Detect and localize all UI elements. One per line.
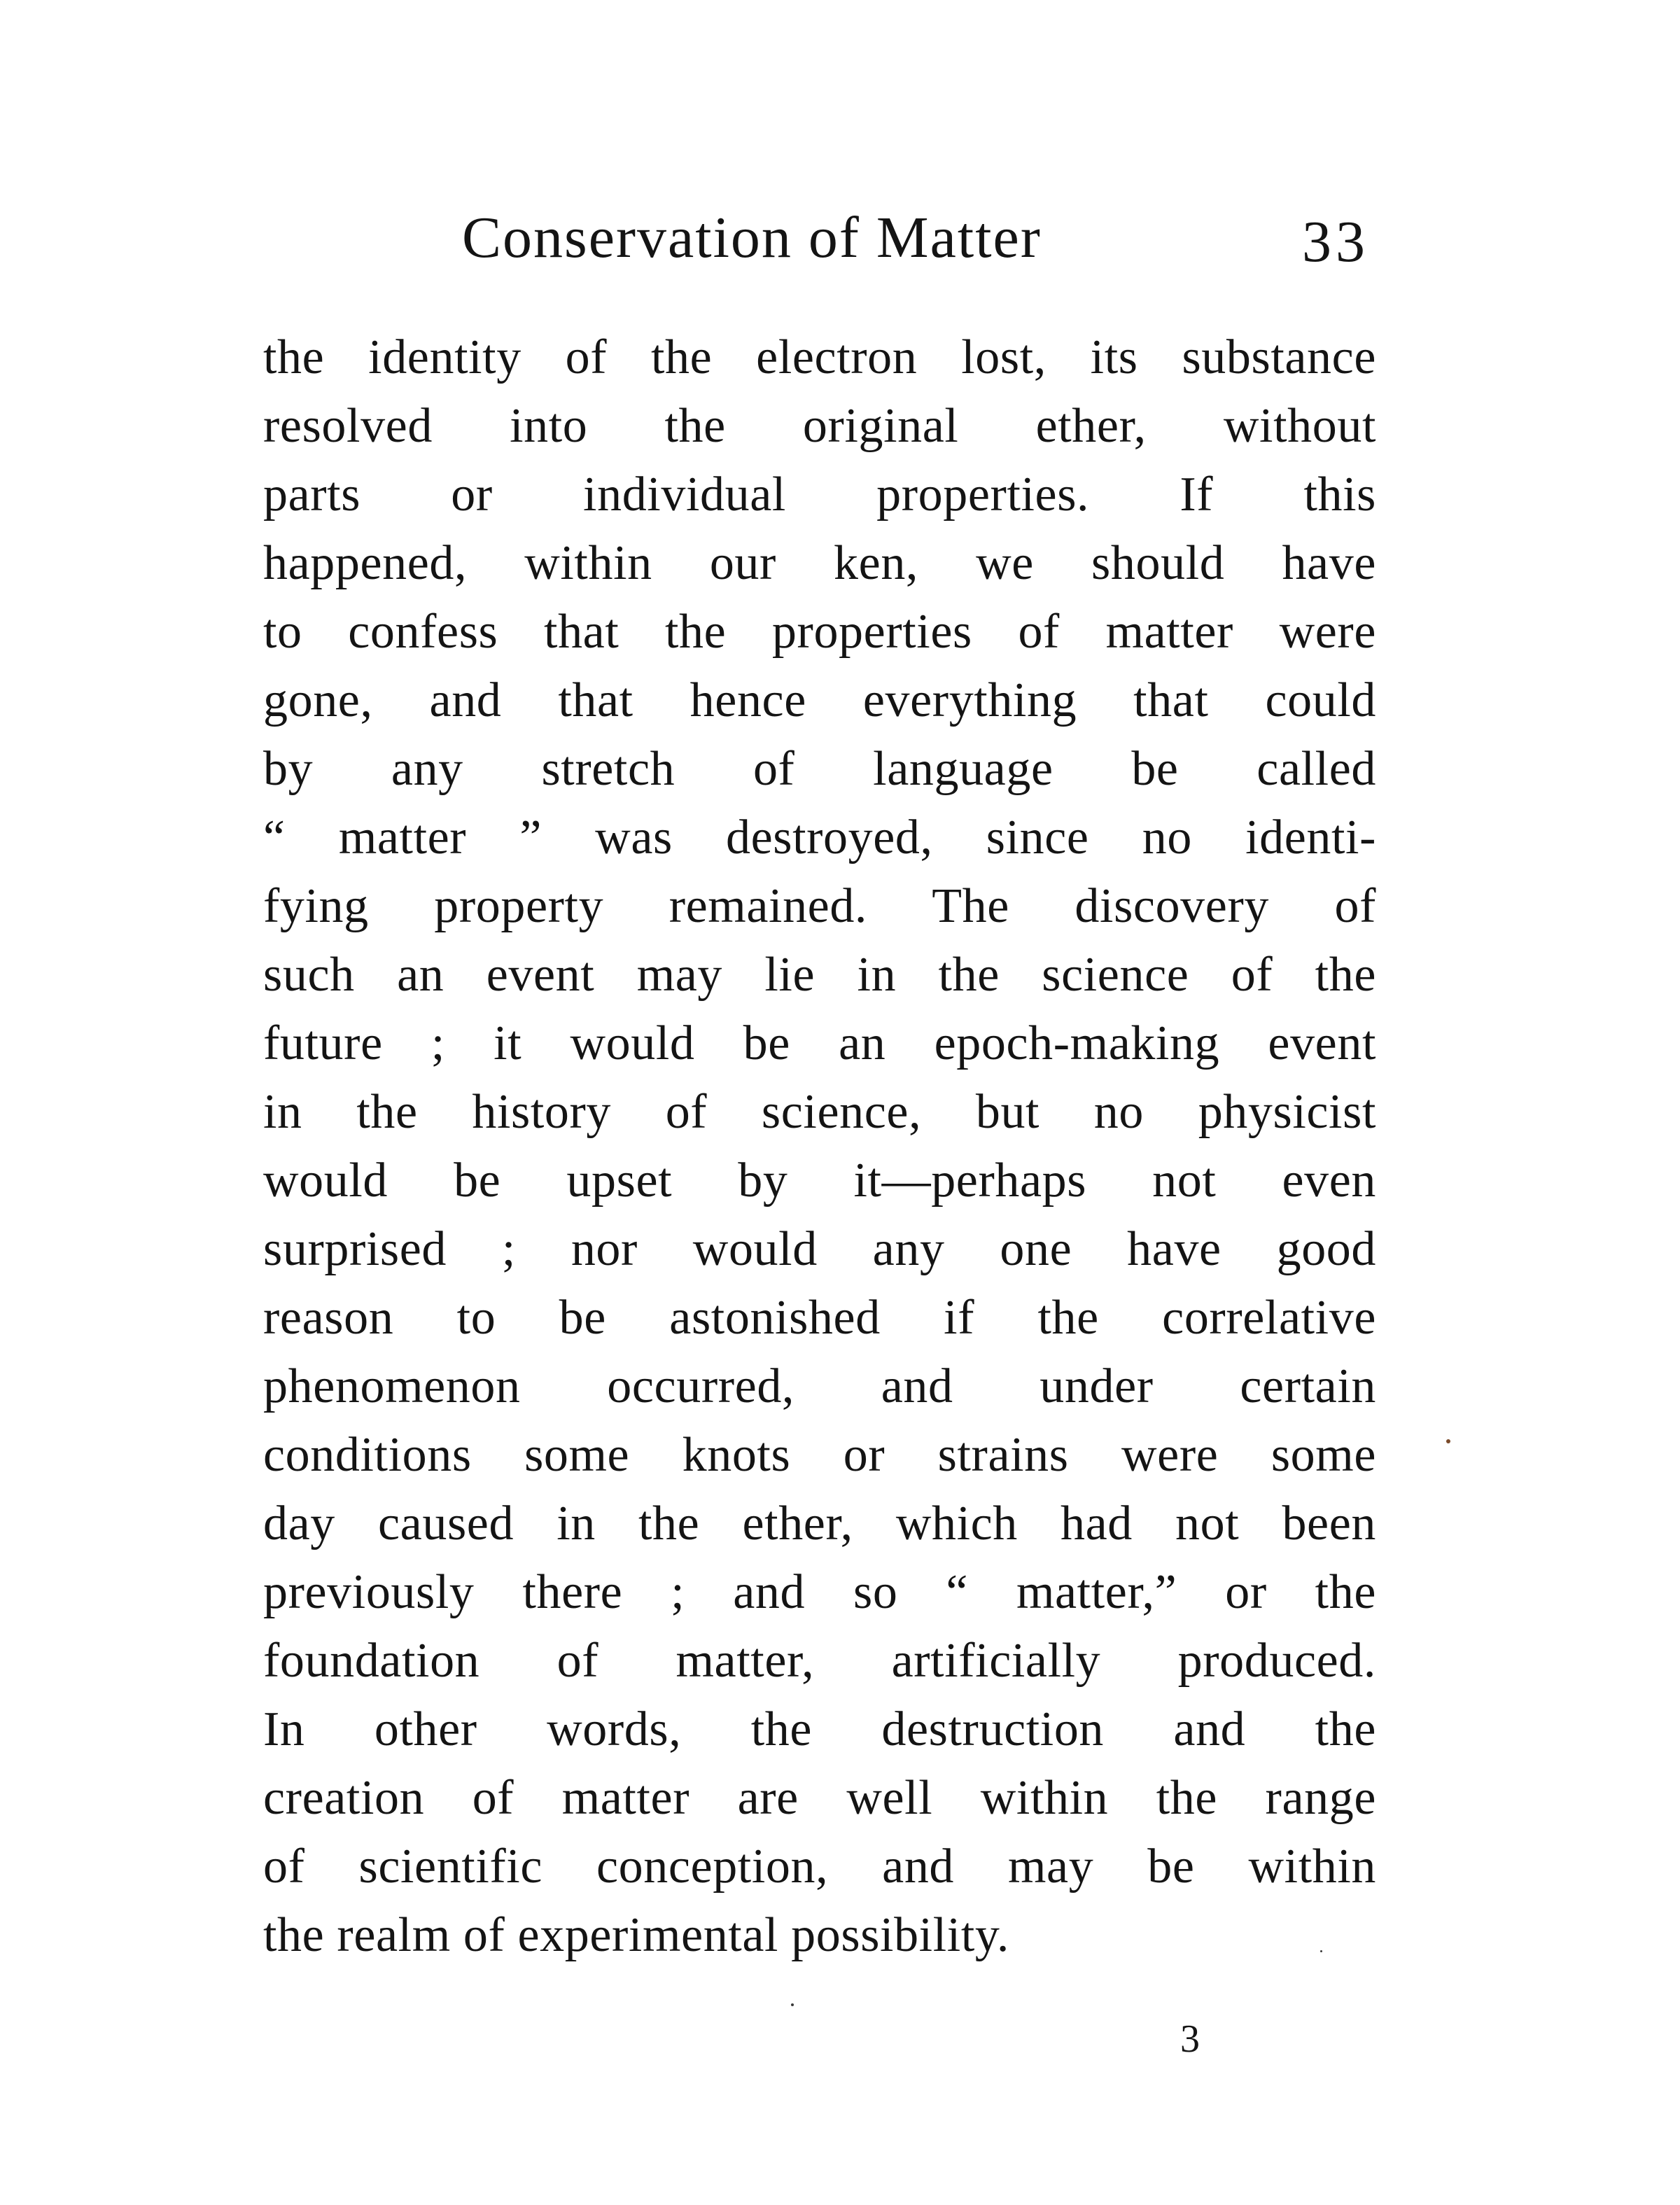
text-line: happened, within our ken, we should have: [263, 536, 1376, 590]
text-line: day caused in the ether, which had not been: [263, 1497, 1376, 1550]
text-line: conditions some knots or strains were some: [263, 1428, 1376, 1482]
text-line: resolved into the original ether, without: [263, 399, 1376, 453]
text-line: would be upset by it—perhaps not even: [263, 1154, 1376, 1208]
text-line: foundation of matter, artificially produced.: [263, 1634, 1376, 1688]
text-line: the identity of the electron lost, its substance: [263, 330, 1376, 384]
text-line: in the history of science, but no physicist: [263, 1085, 1376, 1139]
text-line: such an event may lie in the science of the: [263, 948, 1376, 1002]
running-head: [263, 196, 1383, 280]
text-line: creation of matter are well within the range: [263, 1771, 1376, 1825]
text-line: future ; it would be an epoch-making event: [263, 1016, 1376, 1070]
page-number: 33: [1302, 209, 1369, 274]
print-speck: [1320, 1950, 1322, 1952]
print-speck: [791, 2003, 794, 2006]
signature-mark: 3: [1180, 2017, 1200, 2061]
text-line: by any stretch of language be called: [263, 742, 1376, 796]
text-line: gone, and that hence everything that could: [263, 673, 1376, 727]
text-line: surprised ; nor would any one have good: [263, 1222, 1376, 1276]
text-line: of scientific conception, and may be within: [263, 1840, 1376, 1893]
text-line: phenomenon occurred, and under certain: [263, 1359, 1376, 1413]
text-line: to confess that the properties of matter were: [263, 605, 1376, 659]
text-line: reason to be astonished if the correlative: [263, 1291, 1376, 1345]
print-speck: [1446, 1439, 1450, 1443]
body-paragraph: [263, 323, 1376, 1970]
text-line: In other words, the destruction and the: [263, 1702, 1376, 1756]
running-title: Conservation of Matter: [462, 205, 1042, 270]
text-line: parts or individual properties. If this: [263, 468, 1376, 522]
text-line: the realm of experimental possibility.: [263, 1908, 1010, 1962]
text-line: previously there ; and so “ matter,” or the: [263, 1565, 1376, 1619]
text-line: “ matter ” was destroyed, since no identi-: [263, 811, 1376, 864]
text-line: fying property remained. The discovery of: [263, 879, 1376, 933]
